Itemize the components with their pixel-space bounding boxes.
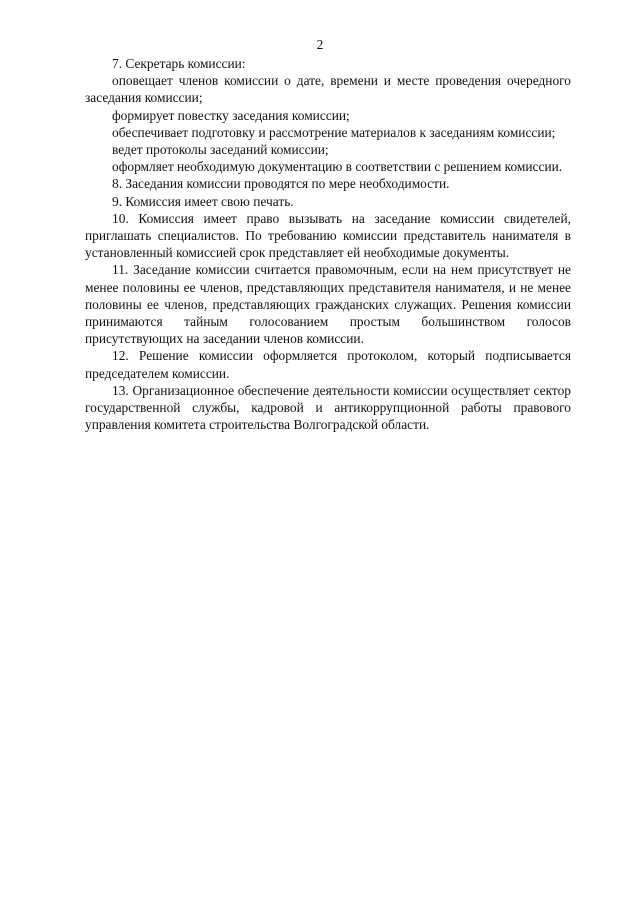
- paragraph-8-meetings: 8. Заседания комиссии проводятся по мере необходимости.: [112, 176, 450, 192]
- paragraph-secretary-heading: 7. Секретарь комиссии:: [112, 56, 246, 71]
- paragraph-10-rights: 10. Комиссия имеет право вызывать на заседание комиссии свидетелей, приглашать специалистов. По требованию комиссии представитель нанимателя в установленный комиссией срок представляет ей необходимые документы.: [85, 210, 571, 261]
- paragraph-notify-members: оповещает членов комиссии о дате, времени и месте проведения очередного заседания комиссии;: [85, 73, 571, 106]
- paragraph-13-support: 13. Организационное обеспечение деятельности комиссии осуществляет сектор государственной службы, кадровой и антикоррупционной работы правового управления комитета строительства Волгоградской области.: [85, 382, 571, 433]
- document-body: [85, 55, 571, 433]
- paragraph-9-seal: 9. Комиссия имеет свою печать.: [112, 193, 294, 209]
- page-number: 2: [316, 37, 324, 52]
- paragraph-11-quorum: 11. Заседание комиссии считается правомочным, если на нем присутствует не менее половины ее членов, представляющих представителя нанимателя, и не менее половины ее членов, представляющих гражданских служащих. Решения комиссии принимаются тайным голосованием простым большинством голосов присутствующих на заседании членов комиссии.: [85, 262, 571, 347]
- paragraph-minutes: ведет протоколы заседаний комиссии;: [112, 142, 329, 158]
- paragraph-documentation: оформляет необходимую документацию в соответствии с решением комиссии.: [112, 159, 563, 175]
- paragraph-materials: обеспечивает подготовку и рассмотрение материалов к заседаниям комиссии;: [112, 124, 556, 140]
- paragraph-12-decision: 12. Решение комиссии оформляется протоколом, который подписывается председателем комиссии.: [85, 348, 571, 381]
- paragraph-agenda: формирует повестку заседания комиссии;: [112, 107, 350, 123]
